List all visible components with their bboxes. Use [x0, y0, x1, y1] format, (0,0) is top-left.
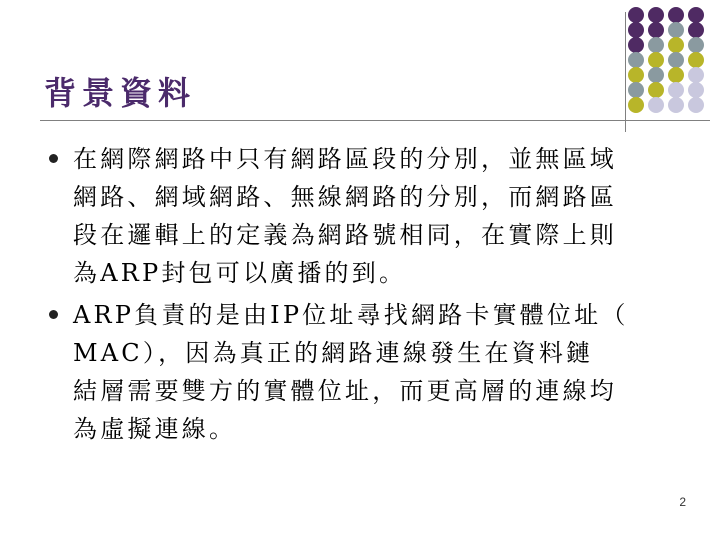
bullet-list: [46, 140, 686, 452]
decorative-dot: [648, 7, 664, 23]
decorative-dot: [668, 7, 684, 23]
decorative-dot: [648, 97, 664, 113]
decorative-dot: [668, 52, 684, 68]
decorative-dot: [648, 52, 664, 68]
decorative-dot: [688, 22, 704, 38]
decorative-dot: [688, 37, 704, 53]
decorative-dot: [628, 22, 644, 38]
decorative-dot: [628, 97, 644, 113]
decorative-dot: [648, 67, 664, 83]
decorative-dot: [668, 82, 684, 98]
decorative-dot: [628, 52, 644, 68]
bullet-icon: [49, 310, 58, 319]
decorative-dot: [648, 37, 664, 53]
horizontal-divider-line: [40, 120, 710, 121]
page-number: 2: [679, 495, 686, 509]
decorative-dot: [668, 22, 684, 38]
bullet-text: ARP負責的是由IP位址尋找網路卡實體位址（ MAC），因為真正的網路連線發生在資料鏈 結層需要雙方的實體位址，而更高層的連線均 為虛擬連線。: [73, 301, 629, 443]
bullet-text: 在網際網路中只有網路區段的分別，並無區域 網路、網域網路、無線網路的分別，而網路區 段在邏輯上的定義為網路號相同，在實際上則 為ARP封包可以廣播的到。: [73, 145, 617, 287]
decorative-dot: [688, 7, 704, 23]
bullet-item: [46, 296, 686, 448]
decorative-dot: [688, 82, 704, 98]
decorative-dot: [628, 67, 644, 83]
vertical-divider-line: [625, 12, 626, 132]
decorative-dot: [648, 22, 664, 38]
decorative-dot: [628, 7, 644, 23]
bullet-icon: [49, 154, 58, 163]
decorative-dot: [628, 82, 644, 98]
decorative-dot: [688, 52, 704, 68]
decorative-dot: [688, 67, 704, 83]
decorative-dot: [668, 67, 684, 83]
bullet-item: [46, 140, 686, 292]
slide-title: 背景資料: [44, 74, 197, 112]
decorative-dot: [688, 97, 704, 113]
decorative-dot: [668, 37, 684, 53]
decorative-dot: [648, 82, 664, 98]
decorative-dot: [668, 97, 684, 113]
decorative-dot: [628, 37, 644, 53]
